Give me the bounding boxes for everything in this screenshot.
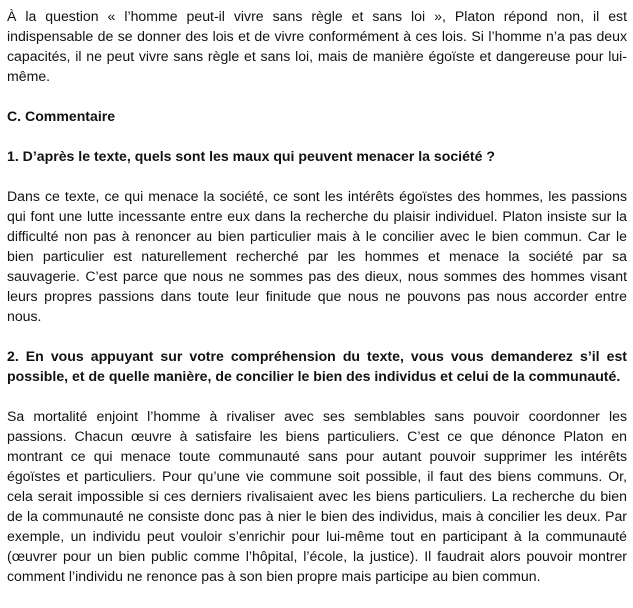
answer-2-paragraph: Sa mortalité enjoint l’homme à rivaliser avec ses semblables sans pouvoir coordonner les passions. Chacun œuvre à satisfaire les biens particuliers. C’est ce que dénonce Platon en montrant ce qui menace toute communauté sans pour autant pouvoir supprimer les intérêts égoïstes et particuliers. Pour qu’une vie commune soit possible, il faut des biens communs. Or, cela serait impossible si ces derniers rivalisaient avec les biens particuliers. La recherche du bien de la communauté ne consiste donc pas à nier le bien des individus, mais à concilier les deux. Par exemple, un individu peut vouloir s’enrichir pour lui-même tout en participant à la communauté (œuvrer pour un bien public comme l’hôpital, l’école, la justice). Il faudrait alors pouvoir montrer comment l’individu ne renonce pas à son bien propre mais participe au bien commun. (7, 408, 627, 584)
document-page (7, 6, 627, 586)
question-2-heading: 2. En vous appuyant sur votre compréhension du texte, vous vous demanderez s’il est possible, et de quelle manière, de concilier le bien des individus et celui de la communauté. (7, 348, 627, 384)
answer-1-paragraph: Dans ce texte, ce qui menace la société, ce sont les intérêts égoïstes des hommes, les passions qui font une lutte incessante entre eux dans la recherche du plaisir individuel. Platon insiste sur la difficulté non pas à renoncer au bien particulier mais à le concilier avec le bien commun. Car le bien particulier est naturellement recherché par les hommes et menace la société par sa sauvagerie. C’est parce que nous ne sommes pas des dieux, nous sommes des hommes visant leurs propres passions dans toute leur finitude que nous ne pouvons pas nous accorder entre nous. (7, 188, 627, 324)
section-heading: C. Commentaire (7, 108, 116, 124)
intro-paragraph: À la question « l’homme peut-il vivre sans règle et sans loi », Platon répond non, il est indispensable de se donner des lois et de vivre conformément à ces lois. Si l’homme n’a pas deux capacités, il ne peut vivre sans règle et sans loi, mais de manière égoïste et dangereuse pour lui-même. (7, 8, 627, 84)
question-1-heading: 1. D’après le texte, quels sont les maux qui peuvent menacer la société ? (7, 148, 495, 164)
